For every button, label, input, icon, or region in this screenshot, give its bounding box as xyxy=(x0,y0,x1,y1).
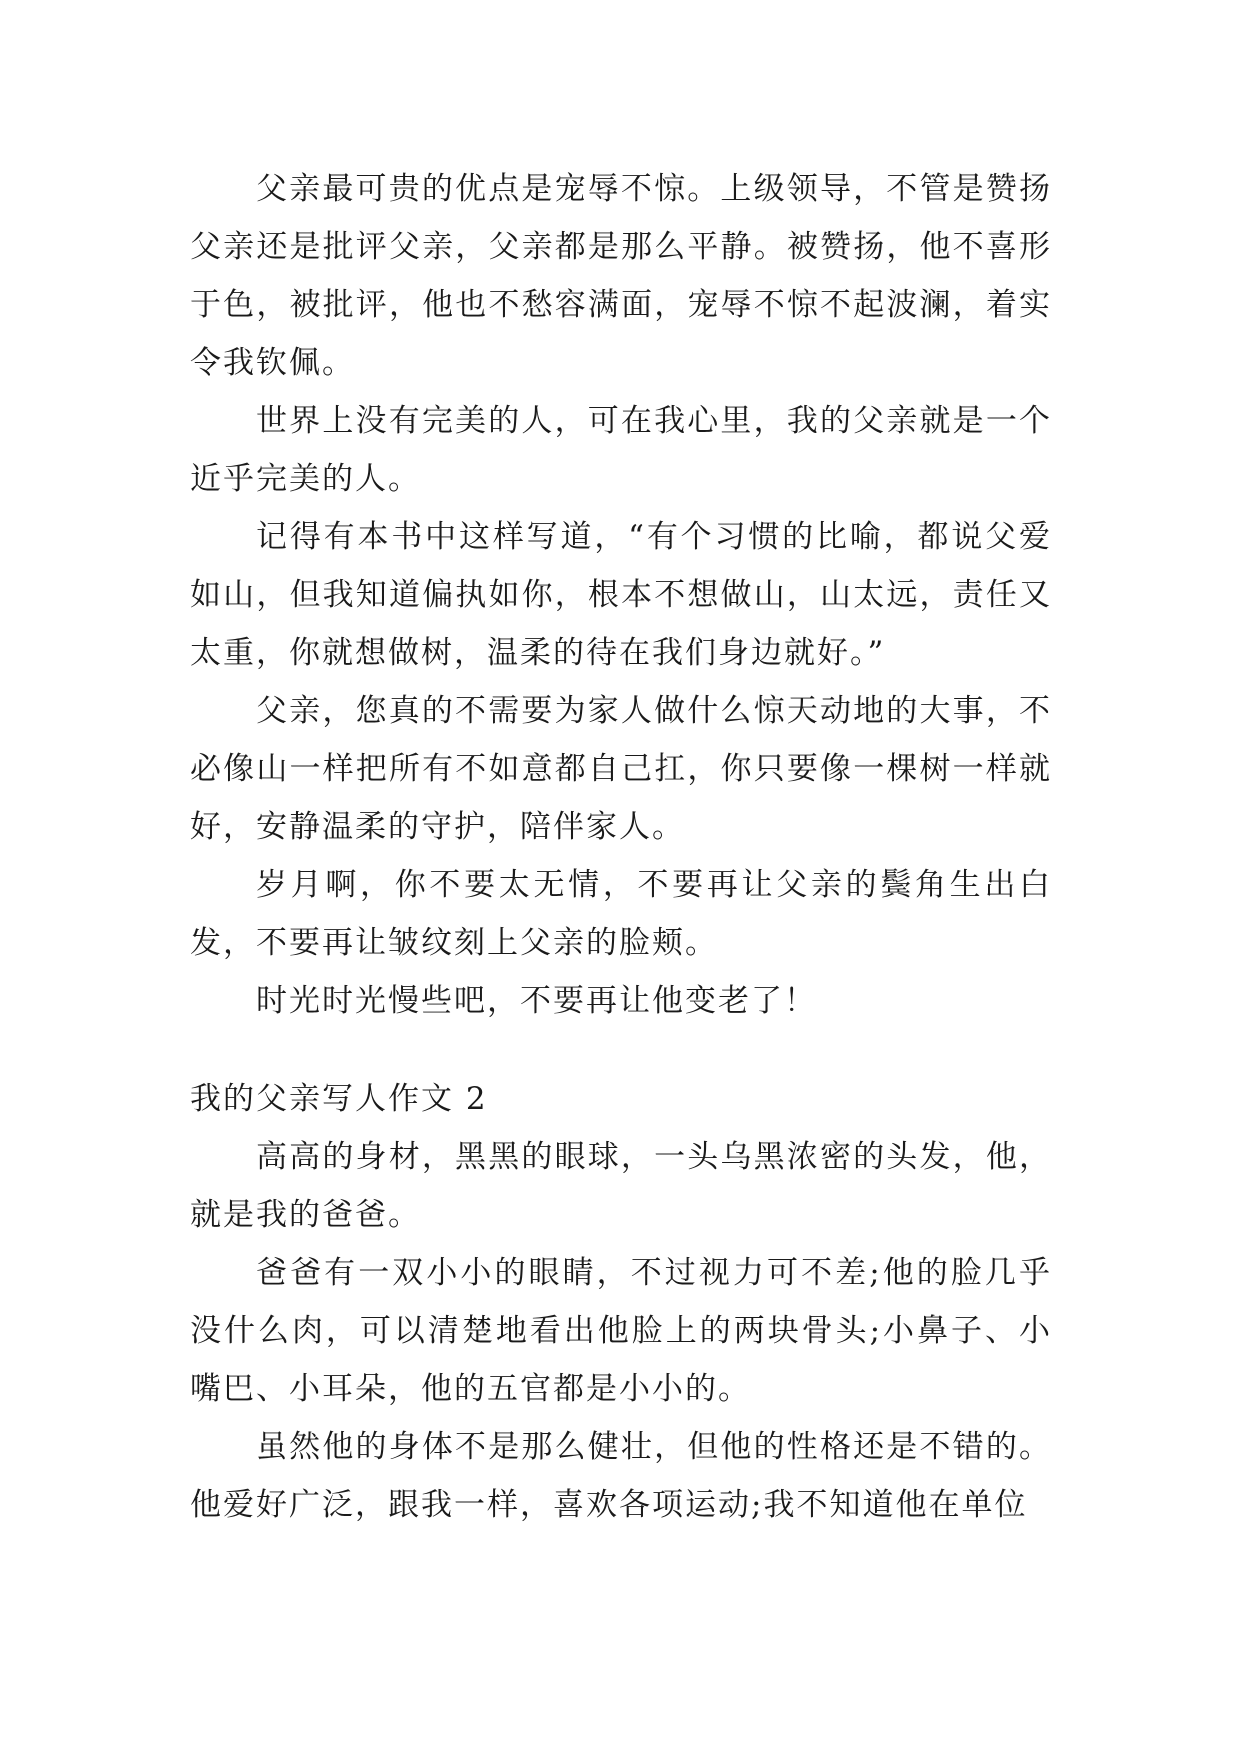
section-title: 我的父亲写人作文 2 xyxy=(190,1081,488,1117)
paragraph: 时光时光慢些吧，不要再让他变老了！ xyxy=(256,983,817,1019)
paragraph: 记得有本书中这样写道，“有个习惯的比喻，都说父爱如山，但我知道偏执如你，根本不想做山，山太远，责任又太重，你就想做树，温柔的待在我们身边就好。” xyxy=(190,519,1052,671)
paragraph: 高高的身材，黑黑的眼球，一头乌黑浓密的头发，他，就是我的爸爸。 xyxy=(190,1139,1052,1233)
paragraph: 爸爸有一双小小的眼睛，不过视力可不差;他的脸几乎没什么肉，可以清楚地看出他脸上的两块骨头;小鼻子、小嘴巴、小耳朵，他的五官都是小小的。 xyxy=(190,1255,1052,1407)
paragraph: 父亲，您真的不需要为家人做什么惊天动地的大事，不必像山一样把所有不如意都自己扛，你只要像一棵树一样就好，安静温柔的守护，陪伴家人。 xyxy=(190,693,1052,845)
paragraph: 父亲最可贵的优点是宠辱不惊。上级领导，不管是赞扬父亲还是批评父亲，父亲都是那么平静。被赞扬，他不喜形于色，被批评，他也不愁容满面，宠辱不惊不起波澜，着实令我钦佩。 xyxy=(190,171,1052,381)
document-body xyxy=(190,160,1052,1534)
paragraph: 岁月啊，你不要太无情，不要再让父亲的鬓角生出白发，不要再让皱纹刻上父亲的脸颊。 xyxy=(190,867,1052,961)
paragraph: 虽然他的身体不是那么健壮，但他的性格还是不错的。他爱好广泛，跟我一样，喜欢各项运动;我不知道他在单位 xyxy=(190,1429,1052,1523)
paragraph: 世界上没有完美的人，可在我心里，我的父亲就是一个近乎完美的人。 xyxy=(190,403,1052,497)
